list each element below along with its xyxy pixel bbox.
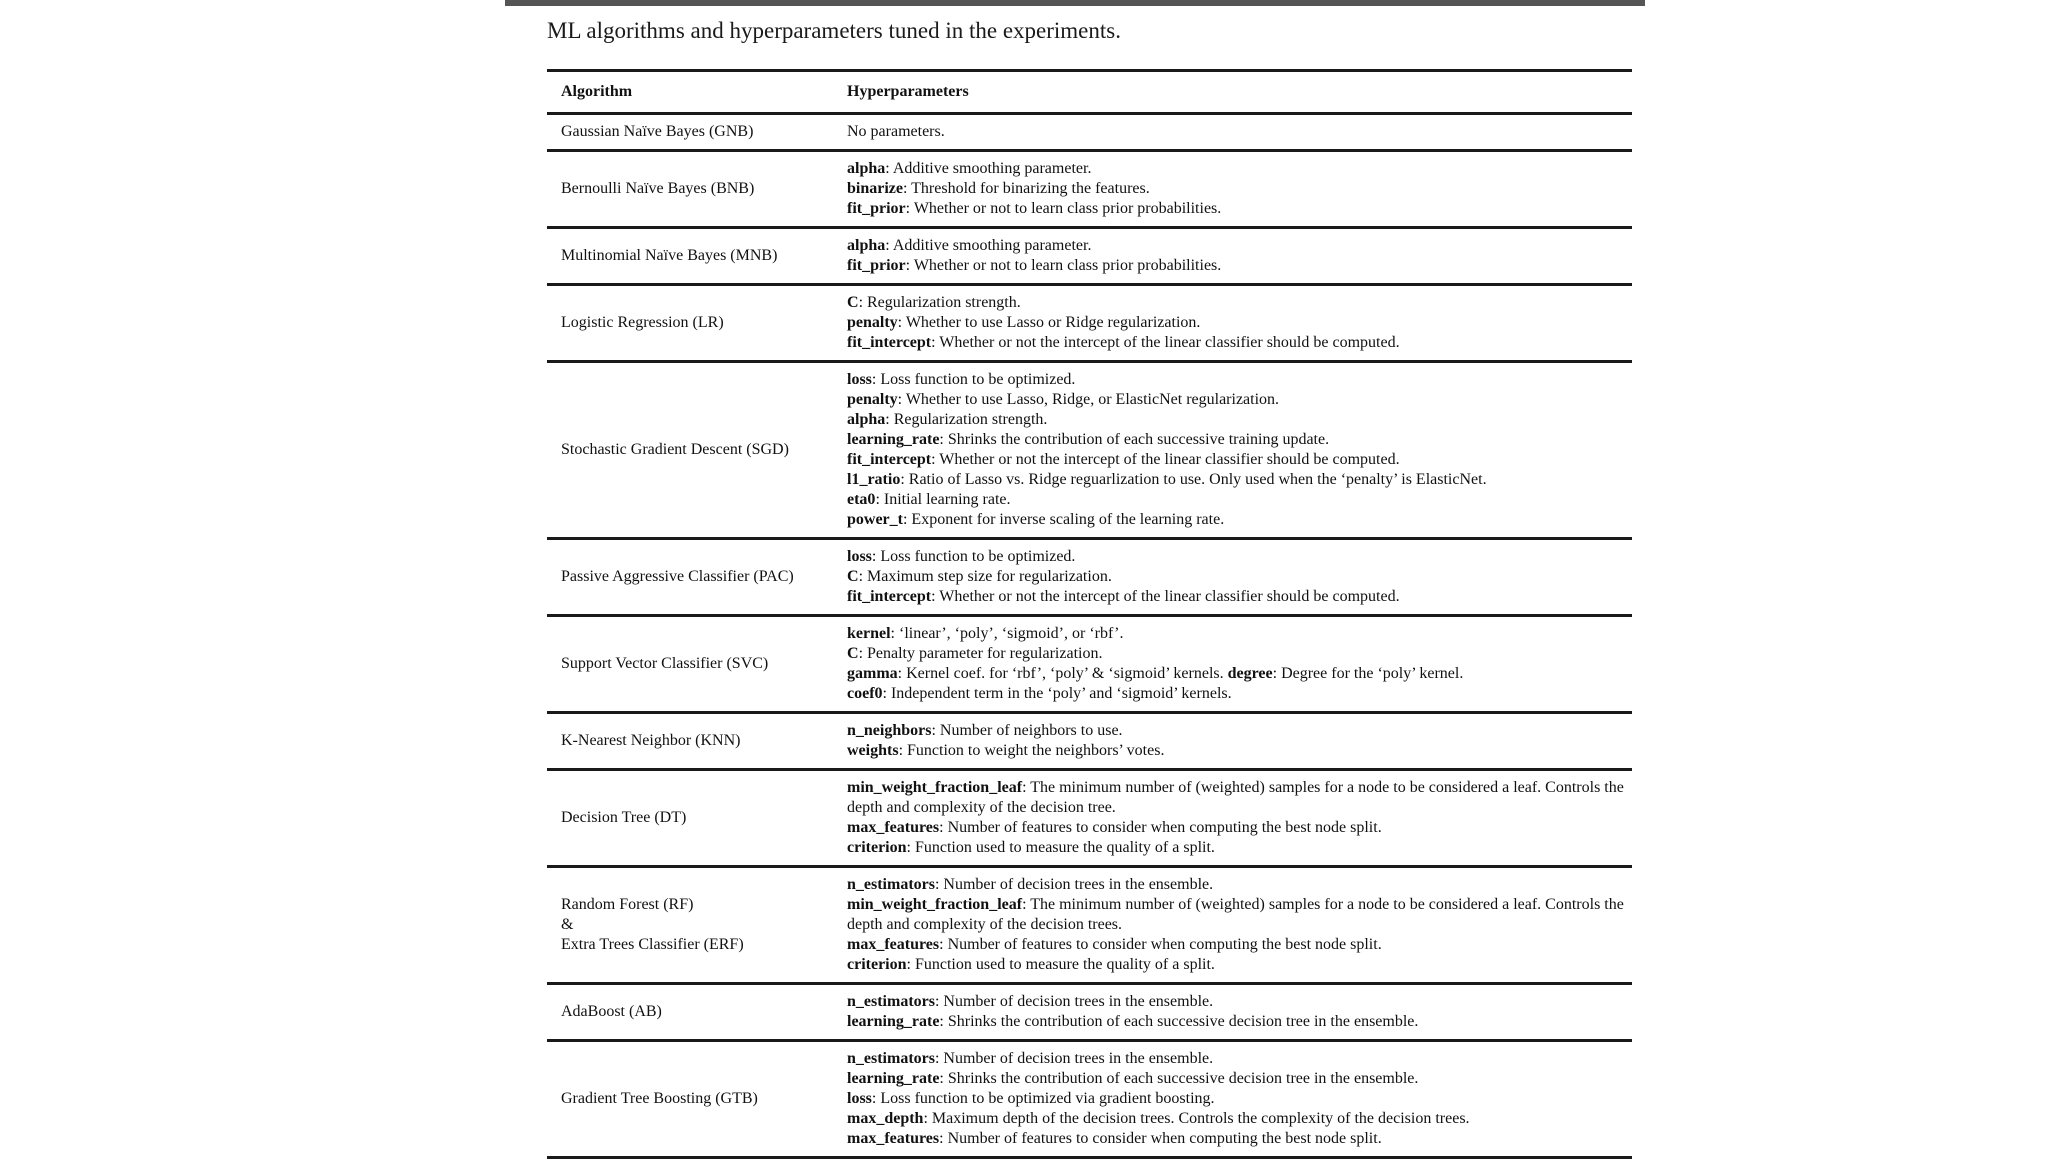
algorithm-cell <box>547 285 835 362</box>
hyperparameter-description: : Number of neighbors to use. <box>931 722 1123 739</box>
header-hyperparameters: Hyperparameters <box>847 83 969 100</box>
hyperparameter-entry <box>847 1109 1624 1129</box>
table-row <box>547 713 1632 770</box>
hyperparameter-name: criterion <box>847 839 907 856</box>
hyperparameter-name: learning_rate <box>847 431 940 448</box>
hyperparameter-name: fit_prior <box>847 200 906 217</box>
hyperparameter-name: fit_intercept <box>847 588 932 605</box>
hyperparameters-cell <box>835 114 1632 151</box>
hyperparameter-name: alpha <box>847 160 886 177</box>
hyperparameter-entry <box>847 1012 1624 1032</box>
hyperparameters-cell <box>835 1041 1632 1158</box>
hyperparameter-entry <box>847 838 1624 858</box>
hyperparameter-entry <box>847 895 1624 935</box>
hyperparameter-description: : Independent term in the ‘poly’ and ‘sigmoid’ kernels. <box>882 685 1232 702</box>
hyperparameter-entry <box>847 684 1624 704</box>
algorithm-name: Passive Aggressive Classifier (PAC) <box>561 568 794 585</box>
hyperparameter-entry <box>847 778 1624 818</box>
table-row <box>547 867 1632 984</box>
hyperparameter-description: : Whether to use Lasso or Ridge regularization. <box>897 314 1201 331</box>
hyperparameter-entry <box>847 992 1624 1012</box>
hyperparameter-name: binarize <box>847 180 903 197</box>
header-algorithm: Algorithm <box>561 83 633 100</box>
hyperparameter-description: : Function to weight the neighbors’ votes. <box>898 742 1165 759</box>
hyperparameter-description: : Maximum depth of the decision trees. Controls the complexity of the decision trees. <box>923 1110 1470 1127</box>
hyperparameter-description: : Regularization strength. <box>858 294 1021 311</box>
hyperparameter-entry <box>847 1089 1624 1109</box>
hyperparameter-name: min_weight_fraction_leaf <box>847 779 1023 796</box>
hyperparameters-cell <box>835 228 1632 285</box>
hyperparameter-name: coef0 <box>847 685 883 702</box>
paper-page <box>505 0 1645 1152</box>
hyperparameter-name: n_estimators <box>847 876 935 893</box>
hyperparameter-entry <box>847 470 1624 490</box>
hyperparameters-cell <box>835 285 1632 362</box>
hyperparameters-cell <box>835 362 1632 539</box>
hyperparameter-description: : Number of decision trees in the ensemble. <box>934 993 1214 1010</box>
top-rule <box>505 0 1645 6</box>
hyperparameter-description: : ‘linear’, ‘poly’, ‘sigmoid’, or ‘rbf’. <box>890 625 1124 642</box>
hyperparameter-entry <box>847 490 1624 510</box>
algorithm-cell <box>547 539 835 616</box>
table-row <box>547 770 1632 867</box>
hyperparameter-entry <box>847 1049 1624 1069</box>
hyperparameter-name: fit_prior <box>847 257 906 274</box>
algorithm-cell <box>547 770 835 867</box>
hyperparameter-name: weights <box>847 742 899 759</box>
hyperparameter-name: criterion <box>847 956 907 973</box>
hyperparameter-description: : Whether or not the intercept of the linear classifier should be computed. <box>931 451 1400 468</box>
algorithm-name: & <box>561 916 574 933</box>
hyperparameter-description: : Whether or not the intercept of the linear classifier should be computed. <box>931 334 1400 351</box>
hyperparameter-name: C <box>847 645 859 662</box>
hyperparameter-description: : Kernel coef. for ‘rbf’, ‘poly’ & ‘sigmoid’ kernels. <box>897 665 1228 682</box>
algorithm-name: Logistic Regression (LR) <box>561 314 724 331</box>
hyperparameters-cell <box>835 867 1632 984</box>
algorithm-cell <box>547 713 835 770</box>
hyperparameter-name: kernel <box>847 625 891 642</box>
hyperparameter-description: : Additive smoothing parameter. <box>885 160 1092 177</box>
algorithm-name: Random Forest (RF) <box>561 896 694 913</box>
hyperparameter-description: : Loss function to be optimized via gradient boosting. <box>871 1090 1215 1107</box>
hyperparameter-description: : Initial learning rate. <box>875 491 1011 508</box>
table-caption: ML algorithms and hyperparameters tuned in the experiments. <box>547 18 1121 43</box>
hyperparameter-description: : Function used to measure the quality of a split. <box>906 839 1215 856</box>
algorithm-name: Extra Trees Classifier (ERF) <box>561 936 744 953</box>
hyperparameter-entry <box>847 741 1624 761</box>
hyperparameter-name: degree <box>1227 665 1273 682</box>
hyperparameter-name: max_features <box>847 1130 940 1147</box>
hyperparameter-description: : Degree for the ‘poly’ kernel. <box>1272 665 1464 682</box>
algorithm-name: Bernoulli Naïve Bayes (BNB) <box>561 180 755 197</box>
hyperparameter-name: alpha <box>847 237 886 254</box>
algorithm-name: AdaBoost (AB) <box>561 1003 662 1020</box>
algorithm-cell <box>547 228 835 285</box>
algorithm-cell <box>547 867 835 984</box>
hyperparameter-description: : Ratio of Lasso vs. Ridge reguarlization to use. Only used when the ‘penalty’ is ElasticNet. <box>900 471 1487 488</box>
hyperparameter-name: learning_rate <box>847 1013 940 1030</box>
hyperparameter-entry <box>847 875 1624 895</box>
hyperparameters-cell <box>835 713 1632 770</box>
hyperparameter-entry <box>847 664 1624 684</box>
hyperparameter-entry <box>847 935 1624 955</box>
hyperparameter-entry <box>847 1069 1624 1089</box>
hyperparameter-name: min_weight_fraction_leaf <box>847 896 1023 913</box>
hyperparameter-entry <box>847 313 1624 333</box>
hyperparameter-name: fit_intercept <box>847 451 932 468</box>
hyperparameter-description: : Number of features to consider when computing the best node split. <box>939 936 1382 953</box>
hyperparameter-name: n_estimators <box>847 993 935 1010</box>
table-row <box>547 228 1632 285</box>
hyperparameter-description: : Whether or not the intercept of the linear classifier should be computed. <box>931 588 1400 605</box>
hyperparameter-description: : Additive smoothing parameter. <box>885 237 1092 254</box>
hyperparameter-description: : Shrinks the contribution of each successive decision tree in the ensemble. <box>939 1013 1419 1030</box>
hyperparameter-description: : Function used to measure the quality of a split. <box>906 956 1215 973</box>
hyperparameter-name: penalty <box>847 314 898 331</box>
algorithm-cell <box>547 1041 835 1158</box>
hyperparameter-name: loss <box>847 548 872 565</box>
algorithm-cell <box>547 616 835 713</box>
hyperparameter-entry <box>847 293 1624 313</box>
hyperparameter-entry <box>847 450 1624 470</box>
hyperparameter-entry <box>847 236 1624 256</box>
hyperparameter-name: power_t <box>847 511 903 528</box>
hyperparameter-entry <box>847 547 1624 567</box>
hyperparameter-table <box>547 69 1632 1159</box>
hyperparameter-description: : Regularization strength. <box>885 411 1048 428</box>
hyperparameters-cell <box>835 616 1632 713</box>
hyperparameter-description: : Maximum step size for regularization. <box>858 568 1112 585</box>
hyperparameter-entry <box>847 179 1624 199</box>
hyperparameter-description: : Whether or not to learn class prior probabilities. <box>905 200 1222 217</box>
hyperparameter-entry <box>847 818 1624 838</box>
algorithm-cell <box>547 362 835 539</box>
hyperparameter-name: C <box>847 294 859 311</box>
hyperparameter-entry <box>847 587 1624 607</box>
hyperparameter-name: n_neighbors <box>847 722 932 739</box>
hyperparameter-name: fit_intercept <box>847 334 932 351</box>
hyperparameter-description: : The minimum number of (weighted) samples for a node to be considered a leaf. Controls the depth and complexity of the decision trees. <box>847 896 1624 933</box>
hyperparameter-description: : Number of decision trees in the ensemble. <box>934 1050 1214 1067</box>
table-header-row <box>547 71 1632 114</box>
hyperparameter-name: alpha <box>847 411 886 428</box>
hyperparameter-entry <box>847 410 1624 430</box>
hyperparameter-description: : Shrinks the contribution of each successive decision tree in the ensemble. <box>939 1070 1419 1087</box>
algorithm-cell <box>547 114 835 151</box>
hyperparameter-entry <box>847 510 1624 530</box>
hyperparameter-entry <box>847 644 1624 664</box>
hyperparameter-name: gamma <box>847 665 898 682</box>
hyperparameter-entry <box>847 390 1624 410</box>
hyperparameter-entry <box>847 333 1624 353</box>
table-row <box>547 616 1632 713</box>
hyperparameter-entry <box>847 721 1624 741</box>
hyperparameter-description: : Number of features to consider when computing the best node split. <box>939 1130 1382 1147</box>
hyperparameter-entry <box>847 1129 1624 1149</box>
hyperparameter-name: loss <box>847 371 872 388</box>
hyperparameters-cell <box>835 770 1632 867</box>
algorithm-name: Gaussian Naïve Bayes (GNB) <box>561 123 754 140</box>
table-row <box>547 539 1632 616</box>
hyperparameter-name: max_features <box>847 936 940 953</box>
hyperparameter-entry <box>847 199 1624 219</box>
table-row <box>547 1041 1632 1158</box>
table-row <box>547 151 1632 228</box>
hyperparameter-name: learning_rate <box>847 1070 940 1087</box>
hyperparameter-entry <box>847 256 1624 276</box>
algorithm-cell <box>547 984 835 1041</box>
hyperparameter-name: eta0 <box>847 491 876 508</box>
algorithm-name: Decision Tree (DT) <box>561 809 687 826</box>
hyperparameter-description: : Loss function to be optimized. <box>871 371 1076 388</box>
hyperparameter-name: loss <box>847 1090 872 1107</box>
hyperparameter-description: : Threshold for binarizing the features. <box>903 180 1150 197</box>
table-row <box>547 114 1632 151</box>
hyperparameter-entry <box>847 159 1624 179</box>
algorithm-name: Gradient Tree Boosting (GTB) <box>561 1090 758 1107</box>
table-row <box>547 285 1632 362</box>
hyperparameter-entry <box>847 370 1624 390</box>
hyperparameter-description: : Penalty parameter for regularization. <box>858 645 1103 662</box>
algorithm-name: K-Nearest Neighbor (KNN) <box>561 732 741 749</box>
algorithm-name: Multinomial Naïve Bayes (MNB) <box>561 247 778 264</box>
hyperparameter-name: max_depth <box>847 1110 924 1127</box>
hyperparameter-description: : Loss function to be optimized. <box>871 548 1076 565</box>
hyperparameter-entry <box>847 122 1624 142</box>
hyperparameters-cell <box>835 151 1632 228</box>
hyperparameter-description: : Number of decision trees in the ensemble. <box>934 876 1214 893</box>
hyperparameter-name: C <box>847 568 859 585</box>
hyperparameter-name: n_estimators <box>847 1050 935 1067</box>
hyperparameter-name: max_features <box>847 819 940 836</box>
hyperparameters-cell <box>835 539 1632 616</box>
hyperparameter-description: : Whether to use Lasso, Ridge, or ElasticNet regularization. <box>897 391 1280 408</box>
hyperparameters-cell <box>835 984 1632 1041</box>
table-body <box>547 114 1632 1158</box>
hyperparameter-description: : The minimum number of (weighted) samples for a node to be considered a leaf. Controls the depth and complexity of the decision tree. <box>847 779 1624 816</box>
hyperparameter-description: No parameters. <box>847 123 945 140</box>
hyperparameter-entry <box>847 624 1624 644</box>
hyperparameter-description: : Number of features to consider when computing the best node split. <box>939 819 1382 836</box>
table-row <box>547 362 1632 539</box>
hyperparameter-entry <box>847 430 1624 450</box>
algorithm-name: Support Vector Classifier (SVC) <box>561 655 769 672</box>
algorithm-name: Stochastic Gradient Descent (SGD) <box>561 441 789 458</box>
table-row <box>547 984 1632 1041</box>
hyperparameter-description: : Whether or not to learn class prior probabilities. <box>905 257 1222 274</box>
algorithm-cell <box>547 151 835 228</box>
hyperparameter-entry <box>847 567 1624 587</box>
hyperparameter-name: l1_ratio <box>847 471 901 488</box>
hyperparameter-description: : Exponent for inverse scaling of the learning rate. <box>902 511 1225 528</box>
hyperparameter-description: : Shrinks the contribution of each successive training update. <box>939 431 1330 448</box>
hyperparameter-name: penalty <box>847 391 898 408</box>
hyperparameter-entry <box>847 955 1624 975</box>
